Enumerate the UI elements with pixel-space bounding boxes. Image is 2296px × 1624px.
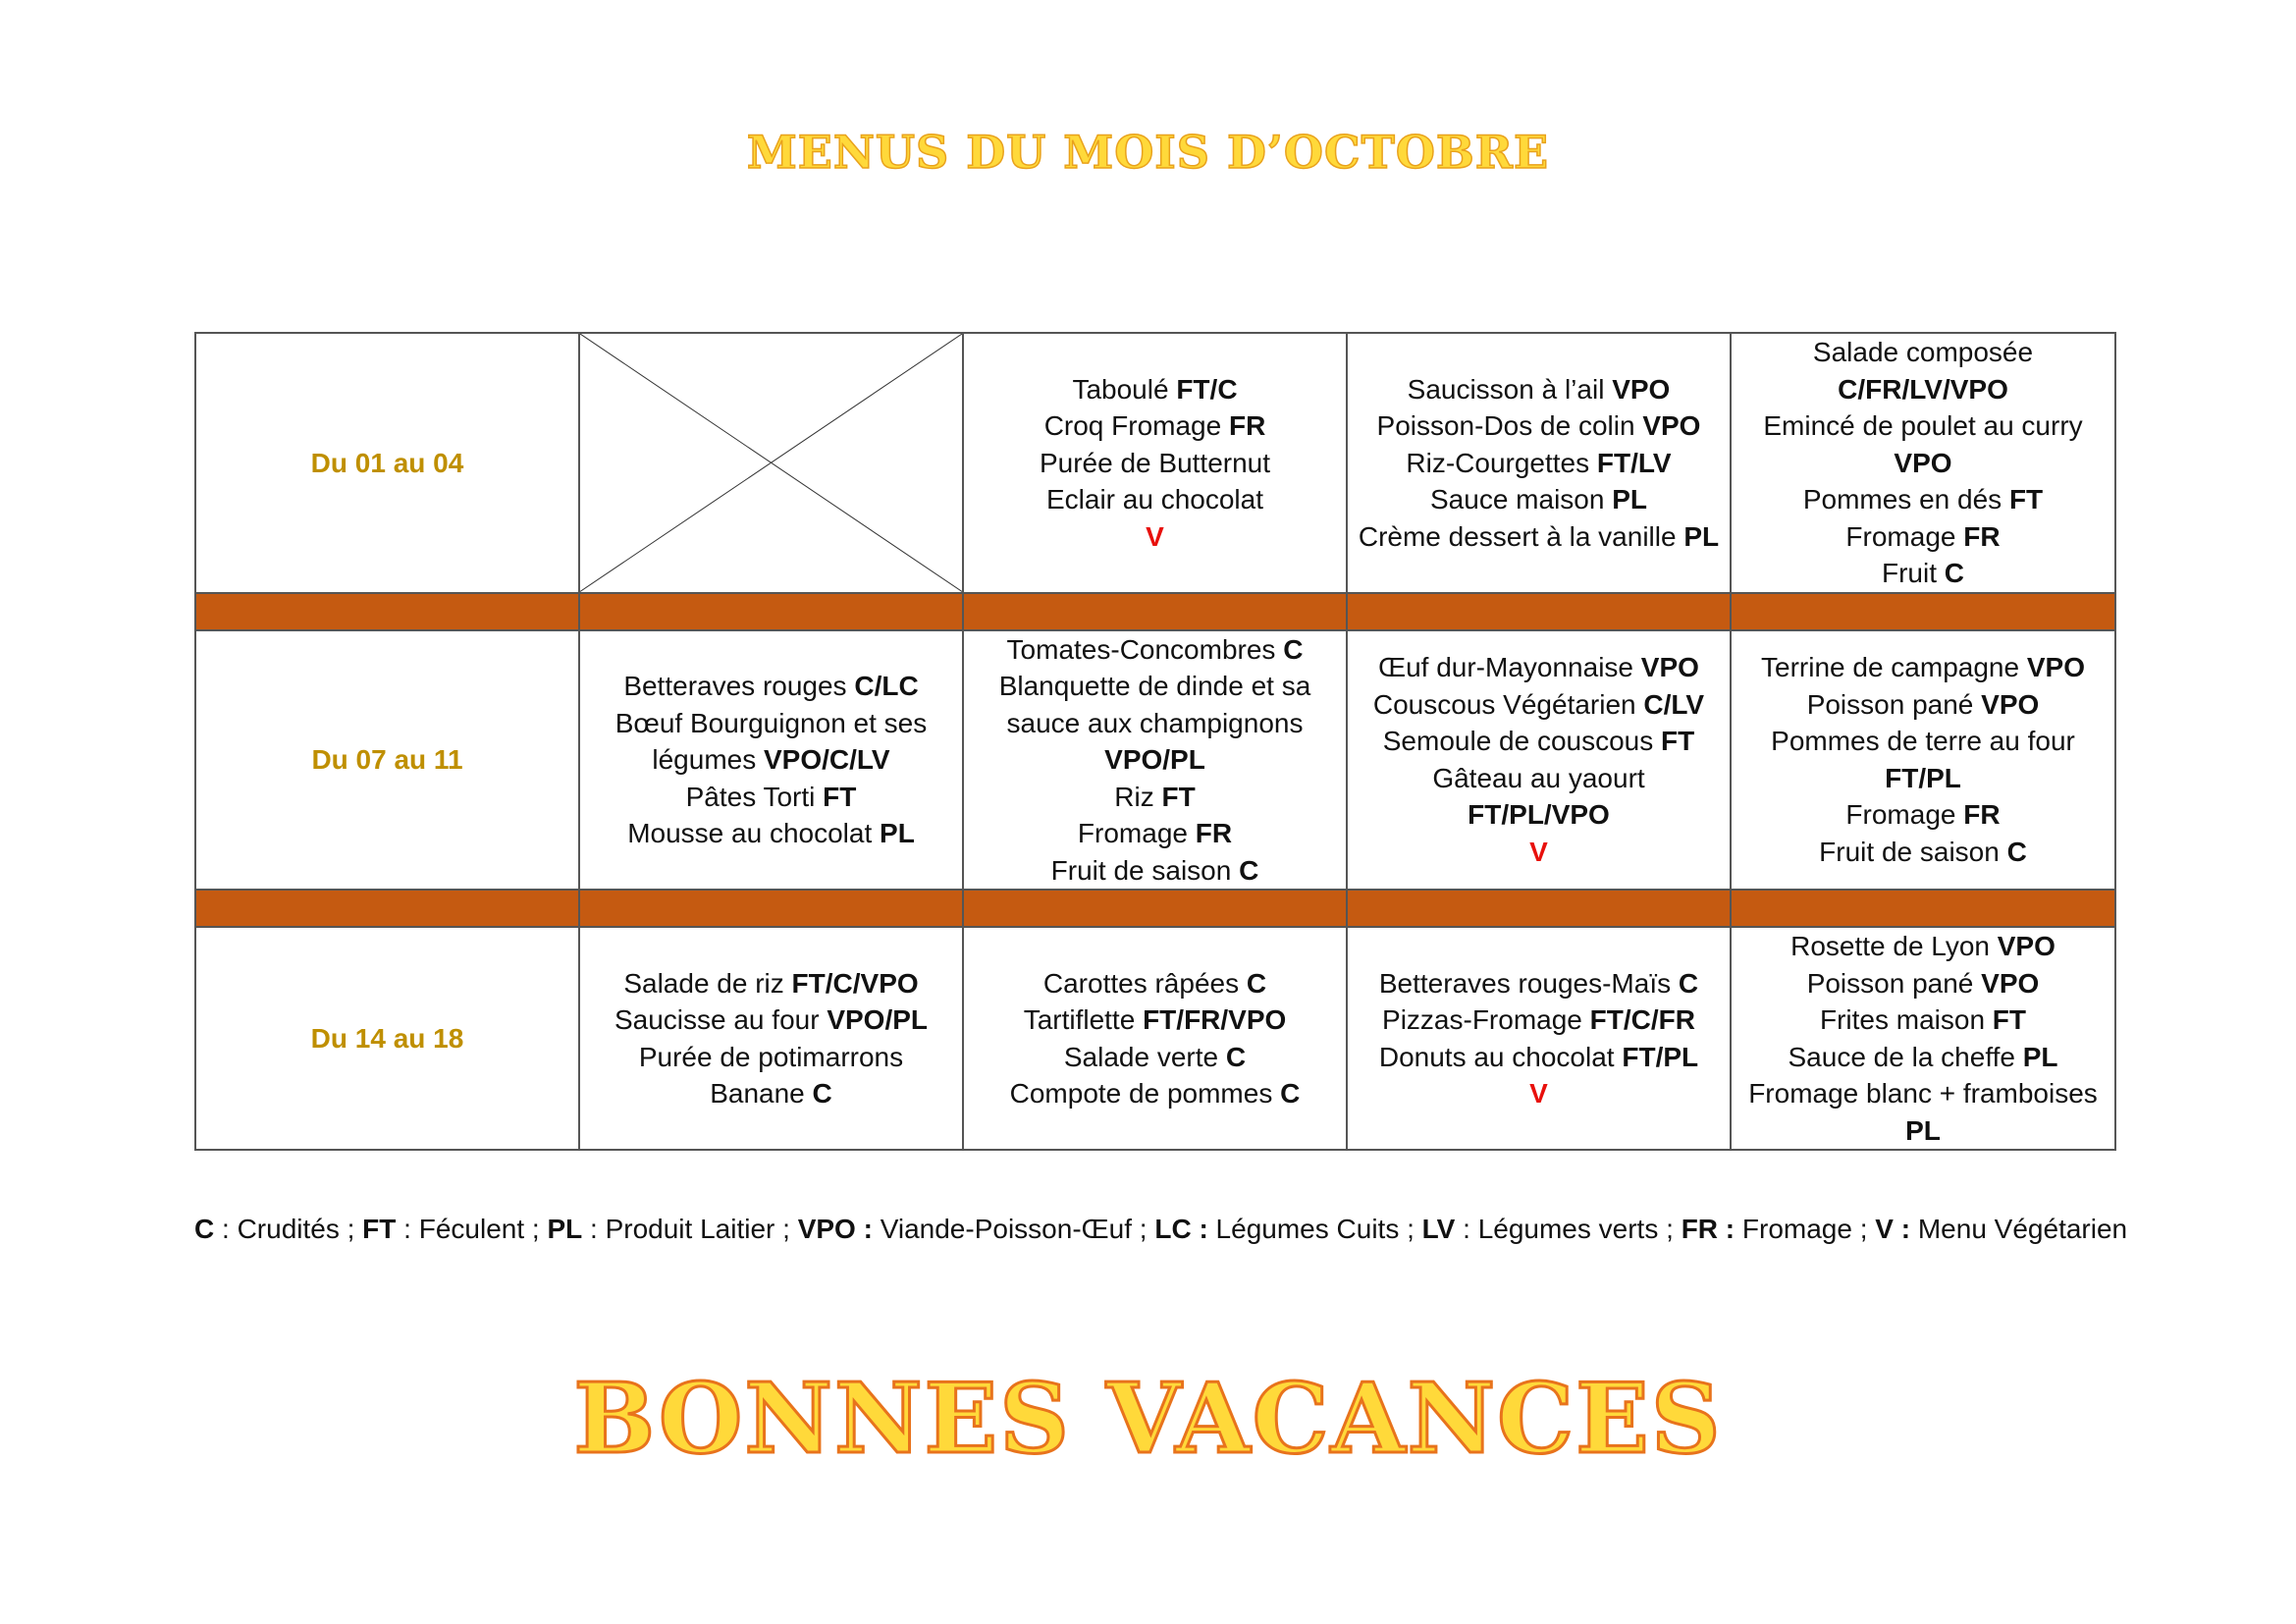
menu-line	[970, 481, 1340, 518]
dish-text: Tomates-Concombres	[1006, 633, 1284, 665]
menu-line	[1737, 1001, 2109, 1039]
food-code: PL	[2022, 1041, 2058, 1072]
dish-text: Saucisse au four	[614, 1004, 828, 1035]
week-separator	[195, 593, 2115, 630]
food-code: C	[1225, 1041, 1247, 1072]
food-code: FT	[1992, 1004, 2027, 1035]
menu-line	[970, 815, 1340, 852]
legend	[194, 1214, 2127, 1245]
dish-text: Sauce maison	[1430, 484, 1613, 514]
dish-text: Fruit	[1881, 558, 1945, 588]
dish-text: Croq Fromage	[1043, 410, 1229, 441]
menu-line	[1354, 445, 1724, 482]
food-code: C	[2006, 836, 2027, 867]
food-code: FT	[1161, 781, 1196, 812]
day-menu-cell	[579, 630, 963, 891]
food-code: FT	[2008, 484, 2044, 514]
menu-line	[1737, 555, 2109, 592]
week-label: Du 01 au 04	[195, 333, 579, 593]
week-label: Du 07 au 11	[195, 630, 579, 891]
menu-line	[1354, 1001, 1724, 1039]
vegetarian-marker: V	[1529, 836, 1548, 867]
dish-text: Sauce de la cheffe	[1788, 1041, 2023, 1072]
menu-line	[970, 741, 1340, 779]
food-code: C/LV	[1643, 688, 1705, 720]
day-menu-cell	[1731, 927, 2115, 1150]
food-code: VPO	[1612, 373, 1671, 405]
dish-text: Mousse au chocolat	[627, 818, 881, 848]
food-code: VPO	[1981, 688, 2040, 720]
menu-line	[1737, 834, 2109, 871]
menu-line	[1354, 723, 1724, 760]
menu-line	[1737, 796, 2109, 834]
menu-line	[970, 445, 1340, 482]
menu-line	[1354, 760, 1724, 797]
dish-text: légumes	[652, 744, 764, 775]
dish-text: Fromage	[1077, 818, 1196, 848]
legend-text: : Crudités ;	[214, 1214, 363, 1244]
food-code: VPO	[1894, 447, 1952, 478]
food-code: FT	[823, 781, 857, 812]
legend-code: FT	[362, 1214, 397, 1244]
menu-line	[970, 1039, 1340, 1076]
dish-text: sauce aux champignons	[1006, 707, 1304, 738]
dish-text: Carottes râpées	[1042, 967, 1247, 999]
menu-line	[586, 668, 956, 705]
dish-text: Salade composée	[1812, 337, 2034, 367]
menu-line	[1737, 1039, 2109, 1076]
menu-line	[1737, 518, 2109, 556]
dish-text: Gâteau au yaourt	[1432, 762, 1645, 793]
dish-text: Pizzas-Fromage	[1382, 1004, 1590, 1035]
food-code: VPO	[1981, 967, 2040, 999]
dish-text: Fruit de saison	[1819, 836, 2007, 867]
dish-text: Compote de pommes	[1009, 1078, 1281, 1109]
food-code: C	[1239, 854, 1259, 886]
menu-line	[1354, 518, 1724, 556]
separator-cell	[1347, 593, 1731, 630]
dish-text: Pâtes Torti	[685, 781, 824, 812]
separator-cell	[963, 593, 1347, 630]
menu-line	[1737, 928, 2109, 965]
food-code: VPO	[1642, 410, 1701, 441]
food-code: C	[1944, 558, 1964, 588]
dish-text: Pommes en dés	[1802, 484, 2009, 514]
week-row	[195, 630, 2115, 891]
day-menu-cell	[963, 630, 1347, 891]
dish-text: Poisson-Dos de colin	[1376, 410, 1643, 441]
menu-line	[970, 852, 1340, 890]
food-code: FT/C/VPO	[791, 967, 919, 999]
legend-text: Légumes Cuits ;	[1207, 1214, 1422, 1244]
dish-text: Couscous Végétarien	[1372, 688, 1644, 720]
menu-line	[1354, 796, 1724, 834]
separator-cell	[195, 890, 579, 927]
menu-line	[1354, 686, 1724, 724]
menu-line	[970, 407, 1340, 445]
food-code: FR	[1963, 799, 2001, 831]
separator-cell	[579, 890, 963, 927]
legend-code: C	[194, 1214, 215, 1244]
vegetarian-marker: V	[1146, 520, 1164, 552]
menu-line	[970, 371, 1340, 408]
food-code: FT/LV	[1596, 447, 1672, 478]
menu-line	[970, 518, 1340, 556]
week-separator	[195, 890, 2115, 927]
food-code: FR	[1195, 818, 1233, 848]
menu-body	[195, 333, 2115, 1150]
menu-line	[586, 815, 956, 852]
food-code: FR	[1963, 520, 2001, 552]
separator-cell	[579, 593, 963, 630]
menu-line	[586, 1039, 956, 1076]
day-menu-cell	[963, 333, 1347, 593]
week-row	[195, 333, 2115, 593]
food-code: FT/PL/VPO	[1468, 799, 1610, 831]
food-code: C	[1283, 633, 1304, 665]
menu-line	[1737, 686, 2109, 724]
menu-line	[1354, 481, 1724, 518]
menu-line	[1737, 371, 2109, 408]
food-code: FT	[1661, 726, 1695, 757]
cross-out-icon	[580, 334, 962, 592]
dish-text: Pommes de terre au four	[1771, 726, 2075, 757]
dish-text: Poisson pané	[1806, 688, 1982, 720]
menu-line	[586, 1075, 956, 1112]
food-code: VPO	[1640, 652, 1699, 683]
menu-line	[1737, 965, 2109, 1002]
food-code: C	[1280, 1078, 1301, 1109]
legend-text: : Légumes verts ;	[1455, 1214, 1682, 1244]
legend-text: : Produit Laitier ;	[582, 1214, 798, 1244]
no-service-cell	[579, 333, 963, 593]
legend-code: VPO :	[797, 1214, 873, 1244]
menu-line	[1737, 481, 2109, 518]
food-code: PL	[880, 818, 915, 848]
dish-text: Banane	[710, 1078, 813, 1109]
week-label: Du 14 au 18	[195, 927, 579, 1150]
separator-cell	[1731, 890, 2115, 927]
separator-cell	[1731, 593, 2115, 630]
dish-text: Betteraves rouges	[623, 671, 855, 701]
menu-line	[586, 741, 956, 779]
menu-line	[1737, 723, 2109, 760]
separator-cell	[963, 890, 1347, 927]
food-code: VPO/PL	[827, 1004, 929, 1035]
menu-line	[1354, 407, 1724, 445]
dish-text: Fruit de saison	[1050, 854, 1240, 886]
legend-code: V :	[1875, 1214, 1911, 1244]
dish-text: Salade de riz	[623, 967, 792, 999]
dish-text: Purée de Butternut	[1039, 447, 1271, 478]
week-row	[195, 927, 2115, 1150]
menu-line	[970, 1075, 1340, 1112]
food-code: PL	[1612, 484, 1647, 514]
menu-line	[970, 631, 1340, 669]
day-menu-cell	[1347, 927, 1731, 1150]
menu-line	[1354, 965, 1724, 1002]
menu-line	[1354, 1039, 1724, 1076]
legend-text: Fromage ;	[1735, 1214, 1876, 1244]
day-menu-cell	[579, 927, 963, 1150]
menu-line	[1354, 834, 1724, 871]
menu-line	[1737, 760, 2109, 797]
legend-code: FR :	[1681, 1214, 1735, 1244]
dish-text: Rosette de Lyon	[1790, 931, 1998, 961]
dish-text: Semoule de couscous	[1382, 726, 1662, 757]
dish-text: Taboulé	[1072, 373, 1177, 405]
separator-cell	[195, 593, 579, 630]
food-code: VPO	[1997, 931, 2056, 961]
dish-text: Bœuf Bourguignon et ses	[614, 707, 928, 738]
menu-line	[586, 779, 956, 816]
dish-text: Donuts au chocolat	[1378, 1041, 1623, 1072]
legend-text: Viande-Poisson-Œuf ;	[872, 1214, 1155, 1244]
day-menu-cell	[963, 927, 1347, 1150]
menu-line	[970, 668, 1340, 705]
vegetarian-marker: V	[1529, 1078, 1548, 1109]
food-code: FR	[1228, 410, 1266, 441]
dish-text: Blanquette de dinde et sa	[998, 671, 1311, 701]
separator-cell	[1347, 890, 1731, 927]
food-code: PL	[1905, 1114, 1941, 1146]
menu-line	[970, 705, 1340, 742]
dish-text: Salade verte	[1063, 1041, 1226, 1072]
dish-text: Eclair au chocolat	[1045, 484, 1263, 514]
menu-line	[970, 965, 1340, 1002]
menu-line	[1354, 371, 1724, 408]
day-menu-cell	[1347, 333, 1731, 593]
food-code: FT/FR/VPO	[1143, 1004, 1287, 1035]
food-code: C	[1246, 967, 1267, 999]
food-code: VPO	[2026, 652, 2085, 683]
menu-table	[194, 332, 2116, 1151]
dish-text: Fromage blanc + framboises	[1748, 1078, 2098, 1109]
food-code: VPO/C/LV	[764, 744, 890, 775]
food-code: C	[812, 1078, 832, 1109]
dish-text: Poisson pané	[1806, 967, 1982, 999]
legend-code: PL	[547, 1214, 583, 1244]
food-code: PL	[1683, 520, 1720, 552]
day-menu-cell	[1347, 630, 1731, 891]
dish-text: Purée de potimarrons	[638, 1041, 904, 1072]
food-code: FT/C/FR	[1589, 1004, 1695, 1035]
menu-line	[1354, 1075, 1724, 1112]
menu-line	[1737, 334, 2109, 371]
dish-text: Crème dessert à la vanille	[1358, 520, 1684, 552]
legend-text: : Féculent ;	[396, 1214, 548, 1244]
dish-text: Betteraves rouges-Maïs	[1378, 967, 1679, 999]
menu-line	[1737, 445, 2109, 482]
menu-line	[1737, 649, 2109, 686]
dish-text: Saucisson à l’ail	[1407, 373, 1613, 405]
menu-line	[586, 705, 956, 742]
dish-text: Terrine de campagne	[1761, 652, 2027, 683]
day-menu-cell	[1731, 630, 2115, 891]
dish-text: Emincé de poulet au curry	[1763, 410, 2083, 441]
footer-banner: BONNES VACANCES	[573, 1363, 1723, 1476]
food-code: FT/PL	[1622, 1041, 1699, 1072]
legend-text: Menu Végétarien	[1910, 1214, 2128, 1244]
menu-line	[970, 779, 1340, 816]
menu-line	[586, 965, 956, 1002]
menu-line	[1737, 407, 2109, 445]
dish-text: Riz	[1114, 781, 1162, 812]
dish-text: Fromage	[1845, 520, 1964, 552]
dish-text: Œuf dur-Mayonnaise	[1378, 652, 1641, 683]
food-code: FT/PL	[1885, 762, 1961, 793]
page-title: MENUS DU MOIS D’OCTOBRE	[746, 126, 1550, 179]
day-menu-cell	[1731, 333, 2115, 593]
food-code: C	[1678, 967, 1699, 999]
dish-text: Frites maison	[1819, 1004, 1993, 1035]
legend-code: LC :	[1154, 1214, 1208, 1244]
menu-line	[1354, 649, 1724, 686]
food-code: C/LC	[854, 671, 919, 701]
menu-line	[1737, 1075, 2109, 1112]
dish-text: Riz-Courgettes	[1406, 447, 1597, 478]
menu-line	[970, 1001, 1340, 1039]
dish-text: Tartiflette	[1023, 1004, 1144, 1035]
food-code: VPO/PL	[1104, 744, 1205, 775]
menu-line	[586, 1001, 956, 1039]
menu-line	[1737, 1112, 2109, 1150]
legend-code: LV	[1421, 1214, 1456, 1244]
dish-text: Fromage	[1845, 799, 1964, 831]
food-code: C/FR/LV/VPO	[1838, 373, 2008, 405]
food-code: FT/C	[1176, 373, 1238, 405]
